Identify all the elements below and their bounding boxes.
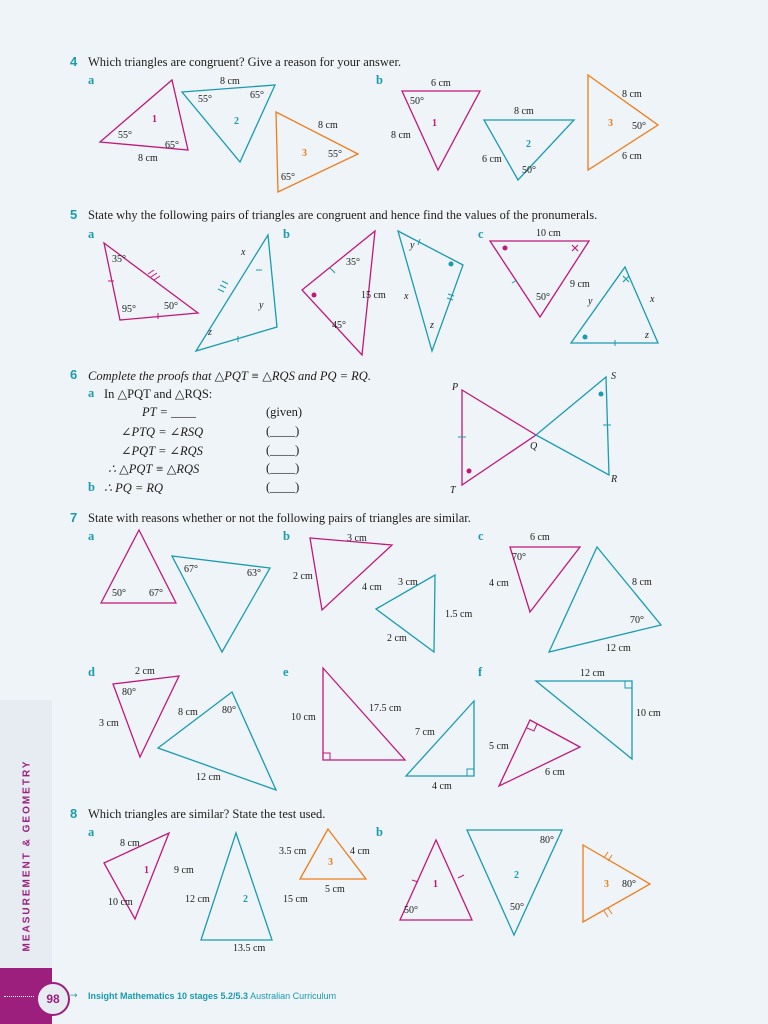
angle-dot <box>312 293 317 298</box>
triangle-small <box>406 701 474 776</box>
angle-dot <box>583 335 588 340</box>
tick-marks <box>458 425 611 437</box>
q7a-diagrams <box>101 530 270 652</box>
book-subtitle: Australian Curriculum <box>250 991 337 1001</box>
triangle-pqt <box>462 390 536 485</box>
label: 4 cm <box>362 582 382 593</box>
label: 45° <box>332 320 346 331</box>
label: 55° <box>328 149 342 160</box>
label: 8 cm <box>178 707 198 718</box>
label: 3 cm <box>347 533 367 544</box>
angle-dot <box>449 262 454 267</box>
label: 8 cm <box>138 153 158 164</box>
label: Q <box>530 441 538 452</box>
triangle-large <box>549 547 661 652</box>
label: 8 cm <box>632 577 652 588</box>
q4a-diagrams <box>100 76 358 192</box>
label: 70° <box>630 615 644 626</box>
label: 70° <box>512 552 526 563</box>
part-label: d <box>88 665 95 679</box>
part-label: a <box>88 73 95 87</box>
triangle-small <box>499 720 580 786</box>
part-label: a <box>88 227 95 241</box>
label: 13.5 cm <box>233 943 266 954</box>
question-number-8: 8 <box>70 806 78 821</box>
part-label: e <box>283 665 289 679</box>
label: x <box>241 247 246 258</box>
label: 15 cm <box>361 290 386 301</box>
label: 12 cm <box>196 772 221 783</box>
label: 1 <box>144 865 149 876</box>
question-number-7: 7 <box>70 510 78 525</box>
right-angle-mark <box>467 769 474 776</box>
question-number-6: 6 <box>70 367 78 382</box>
label: 50° <box>164 301 178 312</box>
label: 3 <box>328 857 333 868</box>
label: z <box>430 320 434 331</box>
label: 8 cm <box>120 838 140 849</box>
label: 80° <box>622 879 636 890</box>
footer-dots <box>4 996 34 997</box>
label: 8 cm <box>622 89 642 100</box>
part-label: c <box>478 529 484 543</box>
question-5-text: State why the following pairs of triangles are congruent and hence find the values of the pronumerals. <box>88 208 598 222</box>
label: x <box>404 291 409 302</box>
q7d-diagrams <box>99 666 276 790</box>
q7f-diagrams <box>489 668 661 786</box>
label: 12 cm <box>580 668 605 679</box>
label: 9 cm <box>174 865 194 876</box>
part-label: f <box>478 665 483 679</box>
q5b-diagrams <box>302 231 463 355</box>
label: 50° <box>112 588 126 599</box>
label: 3 <box>302 148 307 159</box>
right-angle-mark <box>323 753 330 760</box>
q8a-diagrams <box>104 829 370 954</box>
q6-diagram <box>450 371 617 496</box>
triangle-rqs <box>536 377 609 475</box>
part-label: a <box>88 386 95 400</box>
tick-marks <box>330 239 454 300</box>
label: S <box>611 371 616 382</box>
label: 1.5 cm <box>445 609 473 620</box>
proof-line-right: (____) <box>266 461 300 475</box>
label: 3 <box>608 118 613 129</box>
label: 10 cm <box>536 228 561 239</box>
label: 65° <box>281 172 295 183</box>
label: 6 cm <box>482 154 502 165</box>
label: 10 cm <box>636 708 661 719</box>
label: 10 cm <box>108 897 133 908</box>
part-label: b <box>376 73 383 87</box>
part-label: c <box>478 227 484 241</box>
right-angle-mark <box>625 681 632 688</box>
label: 65° <box>165 140 179 151</box>
label: 50° <box>632 121 646 132</box>
label: 50° <box>510 902 524 913</box>
label: 3 <box>604 879 609 890</box>
label: 67° <box>149 588 163 599</box>
label: 6 cm <box>622 151 642 162</box>
label: 2 <box>514 870 519 881</box>
proof-line-left: ∴ △PQT ≡ △RQS <box>108 462 200 476</box>
book-title: Insight Mathematics 10 stages 5.2/5.3 <box>88 991 249 1001</box>
question-6-text: Complete the proofs that △PQT ≡ △RQS and PQ = RQ. <box>88 369 371 383</box>
part-label: b <box>283 529 290 543</box>
label: 50° <box>410 96 424 107</box>
cross-mark <box>623 276 629 282</box>
label: 80° <box>540 835 554 846</box>
label: 1 <box>432 118 437 129</box>
label: 8 cm <box>514 106 534 117</box>
label: 5 cm <box>325 884 345 895</box>
label: 4 cm <box>432 781 452 792</box>
tick-marks <box>512 280 615 346</box>
label: 2 <box>234 116 239 127</box>
label: 2 <box>526 139 531 150</box>
label: 50° <box>522 165 536 176</box>
label: 7 cm <box>415 727 435 738</box>
label: R <box>611 474 618 485</box>
label: 3.5 cm <box>279 846 307 857</box>
question-8-text: Which triangles are similar? State the test used. <box>88 807 326 821</box>
label: 8 cm <box>318 120 338 131</box>
label: 1 <box>433 879 438 890</box>
label: 2 <box>243 894 248 905</box>
label: 3 cm <box>398 577 418 588</box>
label: 3 cm <box>99 718 119 729</box>
label: 9 cm <box>570 279 590 290</box>
angle-dot <box>599 392 604 397</box>
part-label: b <box>283 227 290 241</box>
label: 1 <box>152 114 157 125</box>
question-7-text: State with reasons whether or not the following pairs of triangles are similar. <box>88 511 471 525</box>
question-number-4: 4 <box>70 54 78 69</box>
triangle-3 <box>583 845 650 922</box>
label: 12 cm <box>185 894 210 905</box>
label: 10 cm <box>291 712 316 723</box>
label: 17.5 cm <box>369 703 402 714</box>
label: 95° <box>122 304 136 315</box>
label: 65° <box>250 90 264 101</box>
label: T <box>450 485 456 496</box>
label: 6 cm <box>545 767 565 778</box>
label: 4 cm <box>489 578 509 589</box>
label: 35° <box>112 254 126 265</box>
question-number-5: 5 <box>70 207 78 222</box>
label: 35° <box>346 257 360 268</box>
q5c-diagrams <box>490 228 658 346</box>
label: 8 cm <box>220 76 240 87</box>
proof-line-right: (____) <box>266 443 300 457</box>
label: 6 cm <box>431 78 451 89</box>
proof-line-left: ∠PQT = ∠RQS <box>121 444 203 458</box>
triangle-large <box>536 681 632 759</box>
triangle-large <box>323 668 405 760</box>
part-label: b <box>376 825 383 839</box>
label: 2 cm <box>135 666 155 677</box>
label: 67° <box>184 564 198 575</box>
proof-line-left: PT = ____ <box>142 405 197 419</box>
triangle-large <box>310 538 392 610</box>
label: y <box>259 300 264 311</box>
label: 55° <box>198 94 212 105</box>
arrow-icon: → <box>70 991 78 1001</box>
label: 2 cm <box>387 633 407 644</box>
label: 63° <box>247 568 261 579</box>
footer-title <box>88 991 336 1001</box>
q5a-diagrams <box>104 235 277 351</box>
label: y <box>410 240 415 251</box>
part-label: a <box>88 529 95 543</box>
label: 80° <box>122 687 136 698</box>
label: P <box>452 382 459 393</box>
triangle-2 <box>201 833 272 940</box>
label: 2 cm <box>293 571 313 582</box>
strand-label: MEASUREMENT & GEOMETRY <box>21 759 33 952</box>
label: 5 cm <box>489 741 509 752</box>
page-number: 98 <box>36 982 70 1016</box>
q8b-diagrams <box>400 830 650 935</box>
label: x <box>650 294 655 305</box>
angle-dot <box>467 469 472 474</box>
label: z <box>645 330 649 341</box>
part-label: b <box>88 480 95 494</box>
q7b-diagrams <box>293 533 472 652</box>
label: 6 cm <box>530 532 550 543</box>
q4b-diagrams <box>391 75 658 180</box>
proof-line-left: ∠PTQ = ∠RSQ <box>121 425 204 439</box>
q7e-diagrams <box>291 668 474 792</box>
proof-line-right: (____) <box>266 480 300 494</box>
label: 4 cm <box>350 846 370 857</box>
label: z <box>208 327 212 338</box>
label: 12 cm <box>606 643 631 654</box>
part-label: a <box>88 825 95 839</box>
label: 50° <box>536 292 550 303</box>
question-4-text: Which triangles are congruent? Give a reason for your answer. <box>88 55 402 69</box>
proof-line-left: ∴ PQ = RQ <box>104 481 164 495</box>
label: 8 cm <box>391 130 411 141</box>
proof-line-right: (given) <box>266 405 303 419</box>
label: 50° <box>404 905 418 916</box>
label: 55° <box>118 130 132 141</box>
proof-intro: In △PQT and △RQS: <box>104 387 213 401</box>
label: 15 cm <box>283 894 308 905</box>
right-angle-mark <box>527 724 537 731</box>
proof-line-right: (____) <box>266 424 300 438</box>
q7c-diagrams <box>489 532 661 654</box>
label: y <box>588 296 593 307</box>
cross-mark <box>572 245 578 251</box>
label: 80° <box>222 705 236 716</box>
angle-dot <box>503 246 508 251</box>
